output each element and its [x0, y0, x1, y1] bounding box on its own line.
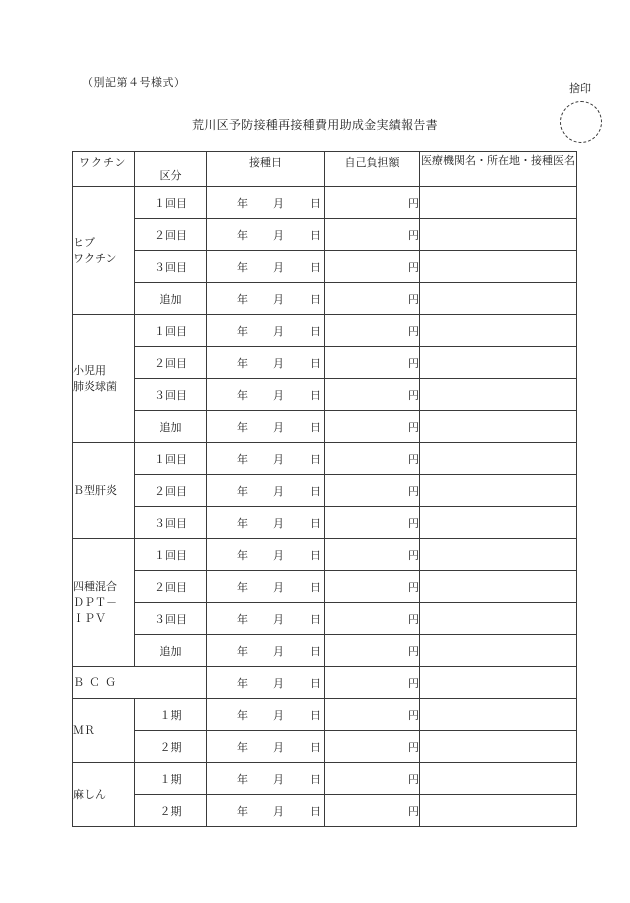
date-field[interactable] — [207, 507, 325, 539]
table-row — [73, 667, 577, 699]
date-field[interactable] — [207, 571, 325, 603]
date-year-unit: 年 — [237, 196, 248, 210]
kubun-cell: 追加 — [135, 635, 207, 667]
fee-field[interactable]: 円 — [325, 315, 420, 347]
date-day-unit: 日 — [310, 292, 321, 306]
date-month-unit: 月 — [273, 804, 284, 818]
fee-field[interactable]: 円 — [325, 763, 420, 795]
date-field[interactable] — [207, 251, 325, 283]
fee-field[interactable]: 円 — [325, 219, 420, 251]
table-row — [73, 283, 577, 315]
fee-field[interactable]: 円 — [325, 699, 420, 731]
date-month-unit: 月 — [273, 196, 284, 210]
kubun-cell: ３回目 — [135, 507, 207, 539]
vaccine-name: 四種混合 ＤＰＴ－ ＩＰＶ — [73, 539, 135, 667]
date-field[interactable] — [207, 443, 325, 475]
date-year-unit: 年 — [237, 260, 248, 274]
date-month-unit: 月 — [273, 708, 284, 722]
vaccine-name: ＭＲ — [73, 699, 135, 763]
date-month-unit: 月 — [273, 484, 284, 498]
document-title: 荒川区予防接種再接種費用助成金実績報告書 — [191, 118, 438, 132]
institution-field[interactable] — [420, 603, 577, 635]
table-row — [73, 795, 577, 827]
date-field[interactable] — [207, 795, 325, 827]
date-year-unit: 年 — [237, 516, 248, 530]
institution-field[interactable] — [420, 699, 577, 731]
date-day-unit: 日 — [310, 260, 321, 274]
date-month-unit: 月 — [273, 228, 284, 242]
fee-field[interactable]: 円 — [325, 731, 420, 763]
date-year-unit: 年 — [237, 484, 248, 498]
date-month-unit: 月 — [273, 772, 284, 786]
institution-field[interactable] — [420, 443, 577, 475]
institution-field[interactable] — [420, 507, 577, 539]
date-year-unit: 年 — [237, 292, 248, 306]
kubun-cell: 追加 — [135, 283, 207, 315]
date-field[interactable] — [207, 379, 325, 411]
vaccine-name: 麻しん — [73, 763, 135, 827]
kubun-cell: ２回目 — [135, 571, 207, 603]
date-month-unit: 月 — [273, 452, 284, 466]
date-year-unit: 年 — [237, 228, 248, 242]
date-day-unit: 日 — [310, 644, 321, 658]
report-body — [73, 187, 577, 827]
institution-field[interactable] — [420, 731, 577, 763]
header-institution: 医療機関名・所在地・接種医名 — [420, 152, 577, 187]
table-row — [73, 699, 577, 731]
fee-field[interactable]: 円 — [325, 475, 420, 507]
date-field[interactable] — [207, 603, 325, 635]
kubun-cell: １回目 — [135, 187, 207, 219]
kubun-cell: ２回目 — [135, 219, 207, 251]
fee-field[interactable]: 円 — [325, 507, 420, 539]
institution-field[interactable] — [420, 635, 577, 667]
date-day-unit: 日 — [310, 484, 321, 498]
institution-field[interactable] — [420, 411, 577, 443]
table-row — [73, 731, 577, 763]
date-month-unit: 月 — [273, 516, 284, 530]
fee-field[interactable]: 円 — [325, 347, 420, 379]
institution-field[interactable] — [420, 347, 577, 379]
report-table — [72, 151, 577, 827]
institution-field[interactable] — [420, 187, 577, 219]
date-year-unit: 年 — [237, 324, 248, 338]
table-row — [73, 763, 577, 795]
kubun-cell: ３回目 — [135, 603, 207, 635]
date-field[interactable] — [207, 699, 325, 731]
date-day-unit: 日 — [310, 772, 321, 786]
kubun-cell: 追加 — [135, 411, 207, 443]
fee-field[interactable]: 円 — [325, 187, 420, 219]
date-field[interactable] — [207, 219, 325, 251]
table-row — [73, 603, 577, 635]
date-field[interactable] — [207, 411, 325, 443]
date-month-unit: 月 — [273, 260, 284, 274]
header-date: 接種日 — [207, 152, 325, 187]
table-row — [73, 443, 577, 475]
date-field[interactable] — [207, 283, 325, 315]
table-row — [73, 539, 577, 571]
date-day-unit: 日 — [310, 420, 321, 434]
date-month-unit: 月 — [273, 548, 284, 562]
institution-field[interactable] — [420, 475, 577, 507]
fee-field[interactable]: 円 — [325, 443, 420, 475]
date-field[interactable] — [207, 315, 325, 347]
kubun-cell: １回目 — [135, 443, 207, 475]
header-kubun: 区分 — [135, 152, 207, 187]
date-day-unit: 日 — [310, 196, 321, 210]
date-day-unit: 日 — [310, 228, 321, 242]
fee-field[interactable]: 円 — [325, 283, 420, 315]
kubun-cell: ２期 — [135, 795, 207, 827]
date-year-unit: 年 — [237, 356, 248, 370]
vaccine-name: Ｂ型肝炎 — [73, 443, 135, 539]
fee-field[interactable]: 円 — [325, 539, 420, 571]
institution-field[interactable] — [420, 283, 577, 315]
fee-field[interactable]: 円 — [325, 571, 420, 603]
vaccine-name: ＢＣＧ — [73, 667, 207, 699]
kubun-cell: １回目 — [135, 539, 207, 571]
kubun-cell: ２期 — [135, 731, 207, 763]
date-year-unit: 年 — [237, 420, 248, 434]
table-row — [73, 571, 577, 603]
table-row — [73, 315, 577, 347]
institution-field[interactable] — [420, 539, 577, 571]
date-year-unit: 年 — [237, 740, 248, 754]
date-field[interactable] — [207, 187, 325, 219]
date-month-unit: 月 — [273, 740, 284, 754]
fee-field[interactable]: 円 — [325, 379, 420, 411]
date-day-unit: 日 — [310, 548, 321, 562]
fee-field[interactable]: 円 — [325, 795, 420, 827]
kubun-cell: １期 — [135, 763, 207, 795]
date-year-unit: 年 — [237, 644, 248, 658]
table-row — [73, 347, 577, 379]
date-field[interactable] — [207, 539, 325, 571]
header-fee: 自己負担額 — [325, 152, 420, 187]
date-day-unit: 日 — [310, 580, 321, 594]
header-row — [73, 152, 577, 187]
date-day-unit: 日 — [310, 324, 321, 338]
date-month-unit: 月 — [273, 324, 284, 338]
kubun-cell: １期 — [135, 699, 207, 731]
table-row — [73, 635, 577, 667]
date-year-unit: 年 — [237, 772, 248, 786]
date-year-unit: 年 — [237, 676, 248, 690]
institution-field[interactable] — [420, 219, 577, 251]
date-month-unit: 月 — [273, 676, 284, 690]
date-year-unit: 年 — [237, 708, 248, 722]
form-code: （別記第４号様式） — [82, 76, 186, 89]
date-month-unit: 月 — [273, 580, 284, 594]
kubun-cell: ２回目 — [135, 475, 207, 507]
fee-field[interactable]: 円 — [325, 635, 420, 667]
date-year-unit: 年 — [237, 612, 248, 626]
table-row — [73, 251, 577, 283]
kubun-cell: ３回目 — [135, 251, 207, 283]
date-field[interactable] — [207, 731, 325, 763]
date-month-unit: 月 — [273, 644, 284, 658]
fee-field[interactable]: 円 — [325, 411, 420, 443]
fee-field[interactable]: 円 — [325, 667, 420, 699]
date-day-unit: 日 — [310, 388, 321, 402]
date-year-unit: 年 — [237, 548, 248, 562]
date-year-unit: 年 — [237, 804, 248, 818]
seal-label: 捨印 — [569, 82, 591, 95]
header-vaccine: ワクチン — [73, 152, 135, 187]
date-field[interactable] — [207, 763, 325, 795]
institution-field[interactable] — [420, 379, 577, 411]
date-month-unit: 月 — [273, 356, 284, 370]
date-day-unit: 日 — [310, 452, 321, 466]
institution-field[interactable] — [420, 251, 577, 283]
date-month-unit: 月 — [273, 612, 284, 626]
date-month-unit: 月 — [273, 388, 284, 402]
date-field[interactable] — [207, 347, 325, 379]
date-day-unit: 日 — [310, 676, 321, 690]
date-day-unit: 日 — [310, 708, 321, 722]
fee-field[interactable]: 円 — [325, 251, 420, 283]
kubun-cell: １回目 — [135, 315, 207, 347]
institution-field[interactable] — [420, 571, 577, 603]
table-row — [73, 187, 577, 219]
vaccine-name: 小児用 肺炎球菌 — [73, 315, 135, 443]
table-row — [73, 507, 577, 539]
institution-field[interactable] — [420, 795, 577, 827]
date-day-unit: 日 — [310, 516, 321, 530]
table-row — [73, 219, 577, 251]
vaccine-name: ヒブ ワクチン — [73, 187, 135, 315]
date-year-unit: 年 — [237, 580, 248, 594]
date-year-unit: 年 — [237, 452, 248, 466]
kubun-cell: ２回目 — [135, 347, 207, 379]
date-field[interactable] — [207, 475, 325, 507]
institution-field[interactable] — [420, 763, 577, 795]
institution-field[interactable] — [420, 315, 577, 347]
kubun-cell: ３回目 — [135, 379, 207, 411]
date-month-unit: 月 — [273, 420, 284, 434]
table-row — [73, 379, 577, 411]
date-month-unit: 月 — [273, 292, 284, 306]
date-field[interactable] — [207, 667, 325, 699]
date-year-unit: 年 — [237, 388, 248, 402]
date-day-unit: 日 — [310, 356, 321, 370]
table-row — [73, 411, 577, 443]
table-row — [73, 475, 577, 507]
date-field[interactable] — [207, 635, 325, 667]
institution-field[interactable] — [420, 667, 577, 699]
date-day-unit: 日 — [310, 804, 321, 818]
date-day-unit: 日 — [310, 612, 321, 626]
date-day-unit: 日 — [310, 740, 321, 754]
fee-field[interactable]: 円 — [325, 603, 420, 635]
